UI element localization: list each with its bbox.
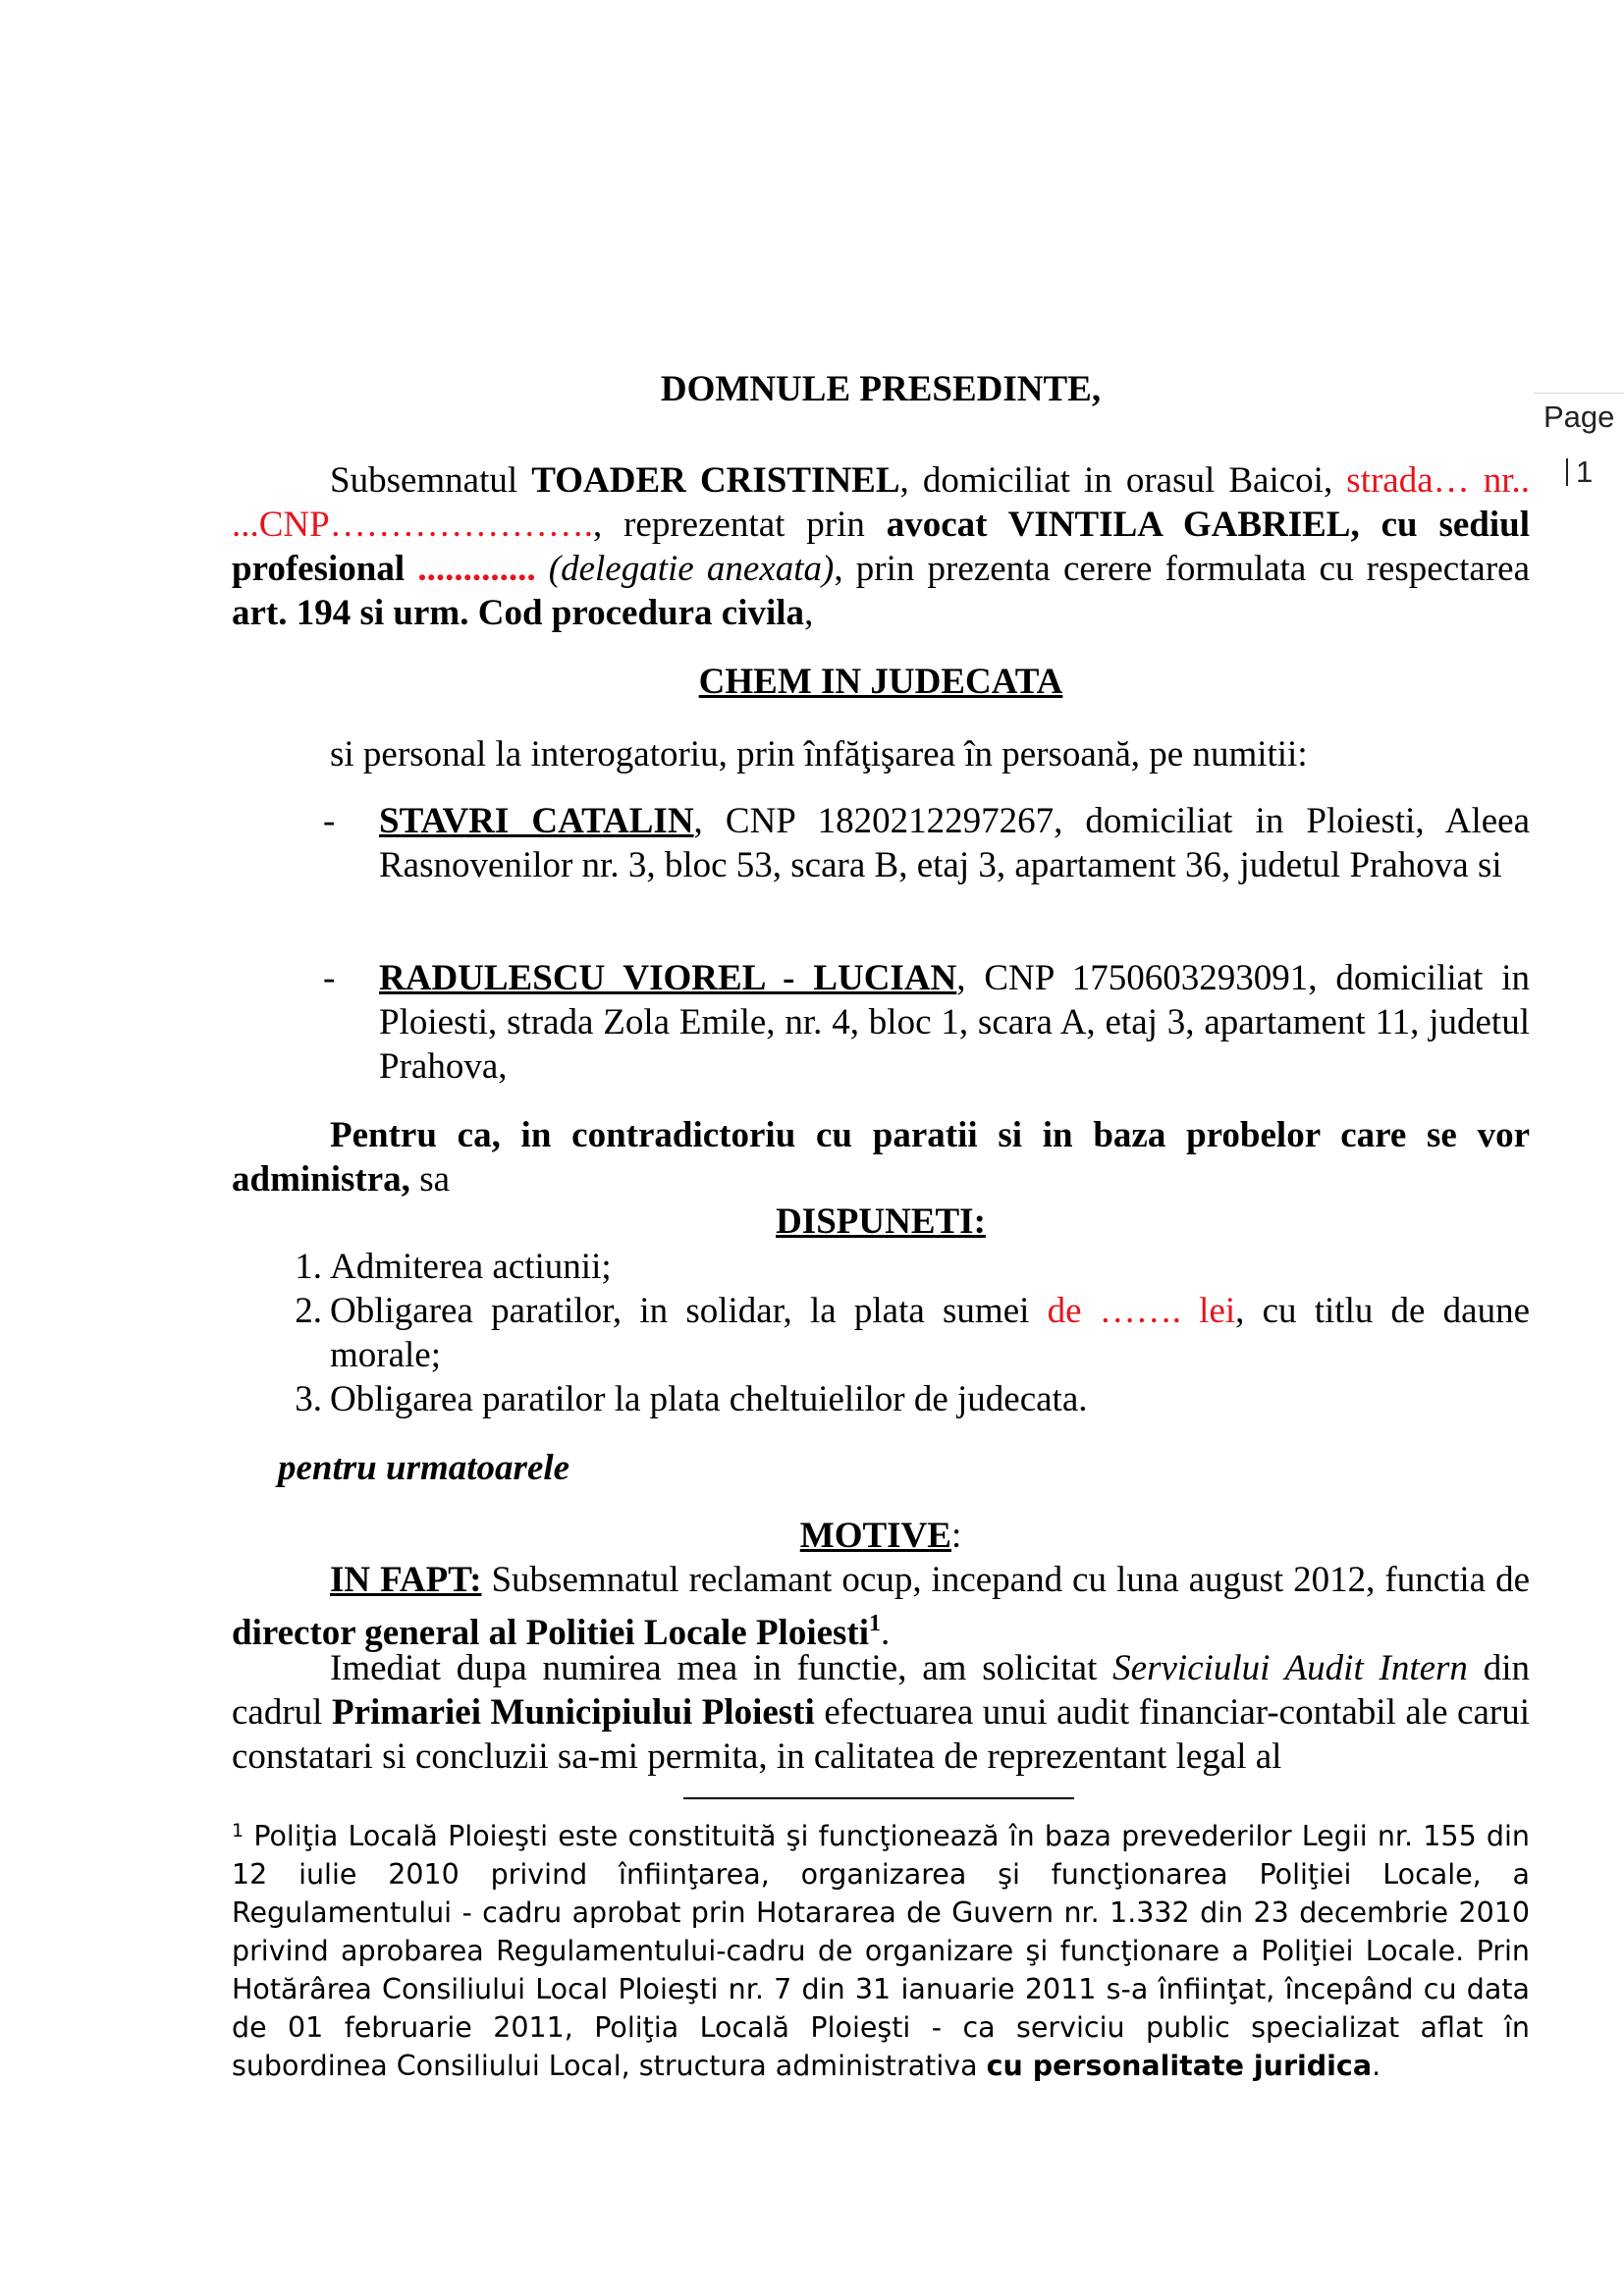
amount-placeholder: de ……. lei	[1047, 1291, 1236, 1331]
footnote-separator	[683, 1797, 1074, 1799]
footnote-number: 1	[232, 1820, 244, 1842]
plaintiff-name: TOADER CRISTINEL	[531, 460, 900, 501]
footnote: $^1$ Poliţia Locală Ploieşti este constituită şi funcţionează în baza prevederilor Legii nr. 155 din 12 iulie 2010 privind înfiinţarea, organizarea şi funcţionarea Poliţiei Locale, a Regulamentului - cadru aprobat prin Hotararea de Guvern nr. 1.332 din 23 decembrie 2010 privind aprobarea Regulamentului-cadru de organizare şi funcţionare a Poliţiei Locale. Prin Hotărârea Consiliului Local Ploieşti nr. 7 din 31 ianuarie 2011 s-a înfiinţat, începând cu data de 01 februarie 2011, Poliţia Locală Ploieşti - ca serviciu public specializat aflat în subordinea Consiliului Local, structura administrativa cu personalitate juridica.	[232, 1820, 1530, 2082]
defendant-name: STAVRI CATALIN	[379, 801, 694, 841]
heading-motive: MOTIVE:	[799, 1516, 962, 1556]
audit-paragraph: Imediat dupa numirea mea in functie, am solicitat Serviciului Audit Intern din cadrul Primariei Municipiului Ploiesti efectuarea unui audit financiar-contabil ale carui constatari si concluzii sa-mi permita, in calitatea de reprezentant legal al	[232, 1648, 1531, 1777]
request-item: 3. Obligarea paratilor la plata cheltuielilor de judecata.	[295, 1379, 1088, 1419]
delegation-note: (delegatie anexata)	[548, 549, 835, 589]
heading-chem-in-judecata: CHEM IN JUDECATA	[698, 662, 1063, 702]
lawyer-name: avocat VINTILA GABRIEL, cu sediul profesional	[232, 505, 1530, 589]
legal-article: art. 194 si urm. Cod procedura civila	[232, 593, 805, 633]
request-item: 2. Obligarea paratilor, in solidar, la plata sumei de ……. lei, cu titlu de daune morale;	[295, 1291, 1531, 1375]
intro-paragraph: Subsemnatul TOADER CRISTINEL, domiciliat in orasul Baicoi, strada… nr.. ...CNP…………………., reprezentat prin avocat VINTILA GABRIEL, cu sediul profesional ............. (delegatie anexata), prin prezenta cerere formulata cu respectarea art. 194 si urm. Cod procedura civila,	[232, 460, 1531, 633]
office-placeholder: .............	[417, 549, 536, 589]
page-number-label	[1534, 393, 1624, 489]
address-placeholder: strada… nr.. ...CNP………………….	[232, 460, 1531, 545]
defendant-item: - STAVRI CATALIN, CNP 1820212297267, domiciliat in Ploiesti, Aleea Rasnovenilor nr. 3, bloc 53, scara B, etaj 3, apartament 36, judetul Prahova si	[323, 801, 1530, 885]
request-item: 1. Admiterea actiunii;	[295, 1247, 612, 1287]
pentru-ca-paragraph: Pentru ca, in contradictoriu cu paratii si in baza probelor care se vor administra, sa	[232, 1115, 1530, 1200]
footnote-reference: 1	[869, 1611, 882, 1636]
in-fapt-label: IN FAPT:	[330, 1560, 482, 1600]
document-title: DOMNULE PRESEDINTE,	[660, 369, 1102, 409]
heading-dispuneti: DISPUNETI:	[776, 1201, 986, 1242]
personal-line: si personal la interogatoriu, prin înfăţişarea în persoană, pe numitii:	[330, 734, 1308, 774]
in-fapt-paragraph: IN FAPT: Subsemnatul reclamant ocup, incepand cu luna august 2012, functia de director general al Politiei Locale Ploiesti$^1$.	[232, 1560, 1530, 1653]
pentru-urmatoarele: pentru urmatoarele	[278, 1448, 570, 1488]
defendant-item: - RADULESCU VIOREL - LUCIAN, CNP 1750603293091, domiciliat in Ploiesti, strada Zola Emile, nr. 4, bloc 1, scara A, etaj 3, apartament 11, judetul Prahova,	[323, 958, 1530, 1087]
page-word: Page	[1543, 400, 1615, 434]
page-number: 1	[1566, 458, 1593, 486]
defendant-name: RADULESCU VIOREL - LUCIAN	[379, 958, 957, 998]
